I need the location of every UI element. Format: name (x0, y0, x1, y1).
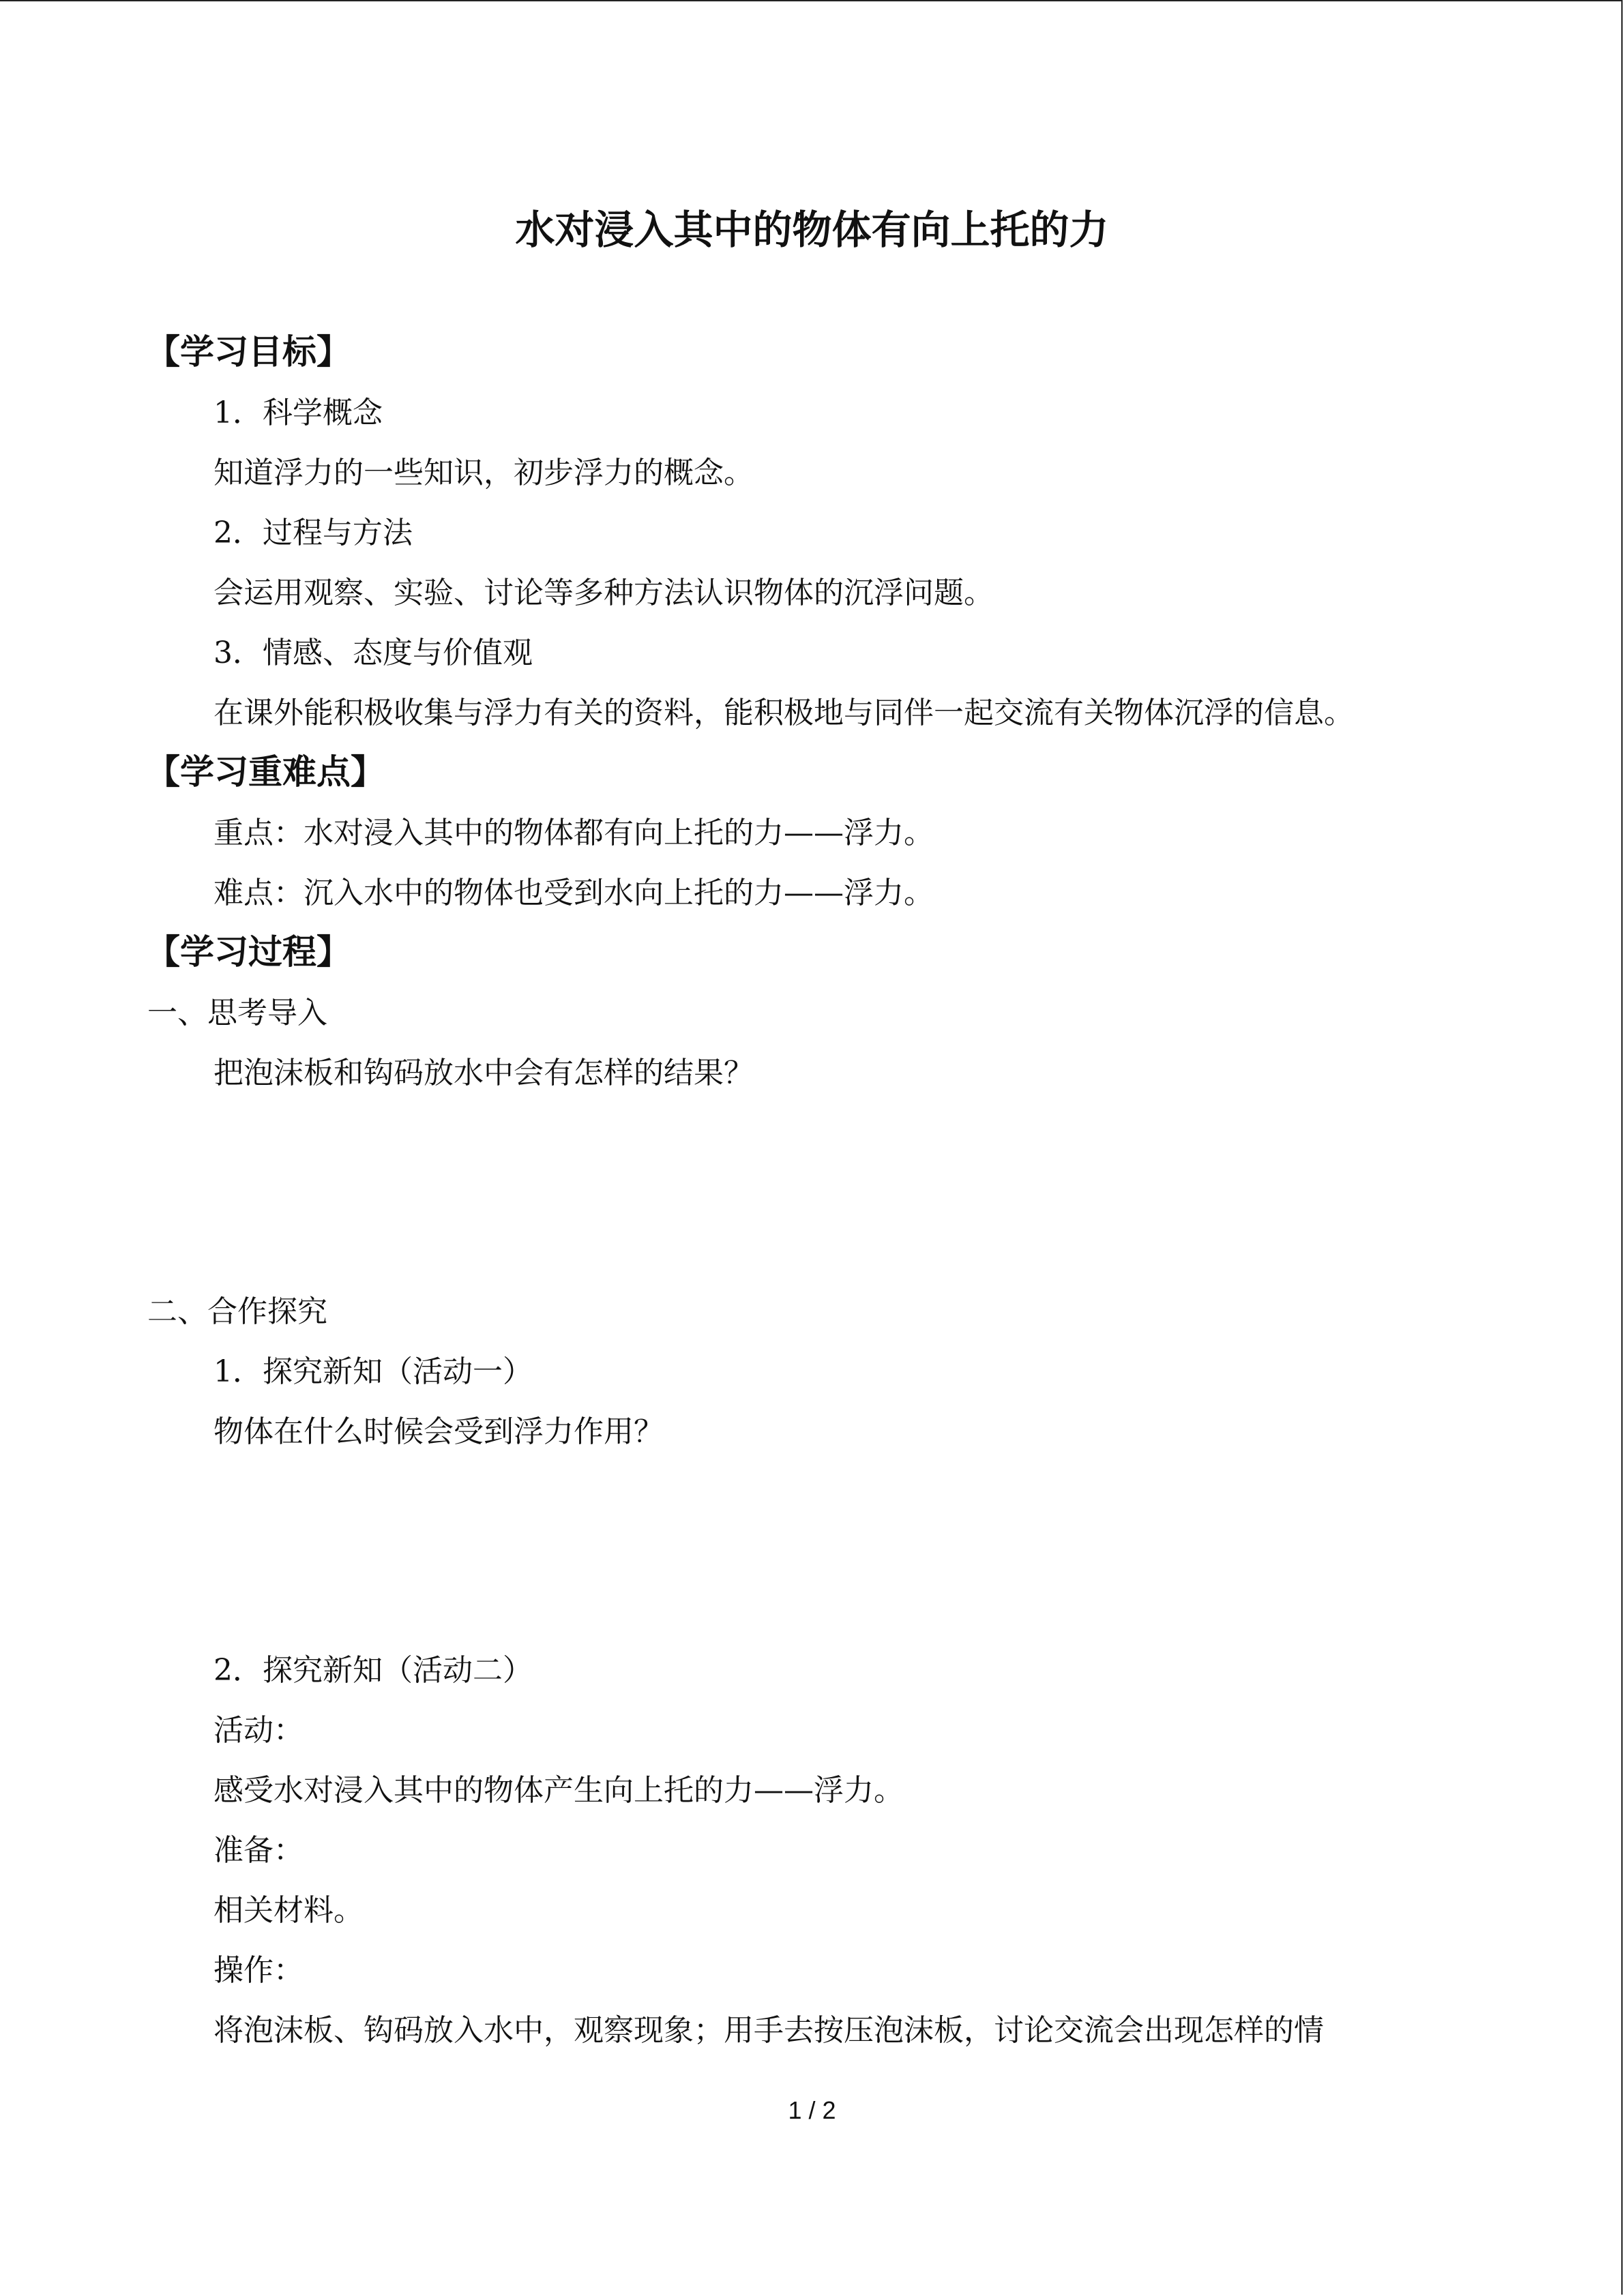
operate-label: 操作： (213, 1953, 304, 1988)
part1-label: 一、思考导入 (147, 996, 327, 1030)
activity2-label: 2．探究新知（活动二） (213, 1653, 533, 1688)
part1-text: 把泡沫板和钩码放水中会有怎样的结果？ (213, 1056, 754, 1090)
activity-label: 活动： (213, 1713, 304, 1748)
section-heading-goals: 【学习目标】 (146, 332, 351, 372)
section-heading-keypoints: 【学习重难点】 (146, 752, 385, 792)
operate-text: 将泡沫板、钩码放入水中，观察现象；用手去按压泡沫板，讨论交流会出现怎样的情 (213, 2013, 1324, 2048)
goal1-text: 知道浮力的一些知识，初步浮力的概念。 (213, 456, 754, 490)
goal3-label: 3．情感、态度与价值观 (213, 636, 533, 670)
key-point-text: 重点：水对浸入其中的物体都有向上托的力——浮力。 (213, 816, 934, 850)
section-heading-process: 【学习过程】 (146, 932, 351, 972)
prepare-label: 准备： (213, 1833, 304, 1868)
goal2-text: 会运用观察、实验、讨论等多种方法认识物体的沉浮问题。 (213, 576, 994, 610)
goal3-text: 在课外能积极收集与浮力有关的资料，能积极地与同伴一起交流有关物体沉浮的信息。 (213, 696, 1354, 730)
difficult-point-text: 难点：沉入水中的物体也受到水向上托的力——浮力。 (213, 876, 934, 910)
part2-label: 二、合作探究 (147, 1294, 327, 1329)
goal2-label: 2．过程与方法 (213, 516, 413, 550)
page-number: 1 / 2 (788, 2096, 836, 2124)
activity1-text: 物体在什么时候会受到浮力作用？ (213, 1414, 664, 1449)
prepare-text: 相关材料。 (213, 1893, 364, 1928)
goal1-label: 1．科学概念 (213, 396, 383, 430)
activity-text: 感受水对浸入其中的物体产生向上托的力——浮力。 (213, 1773, 904, 1808)
activity1-label: 1．探究新知（活动一） (213, 1354, 533, 1389)
page-title: 水对浸入其中的物体有向上托的力 (515, 207, 1109, 253)
